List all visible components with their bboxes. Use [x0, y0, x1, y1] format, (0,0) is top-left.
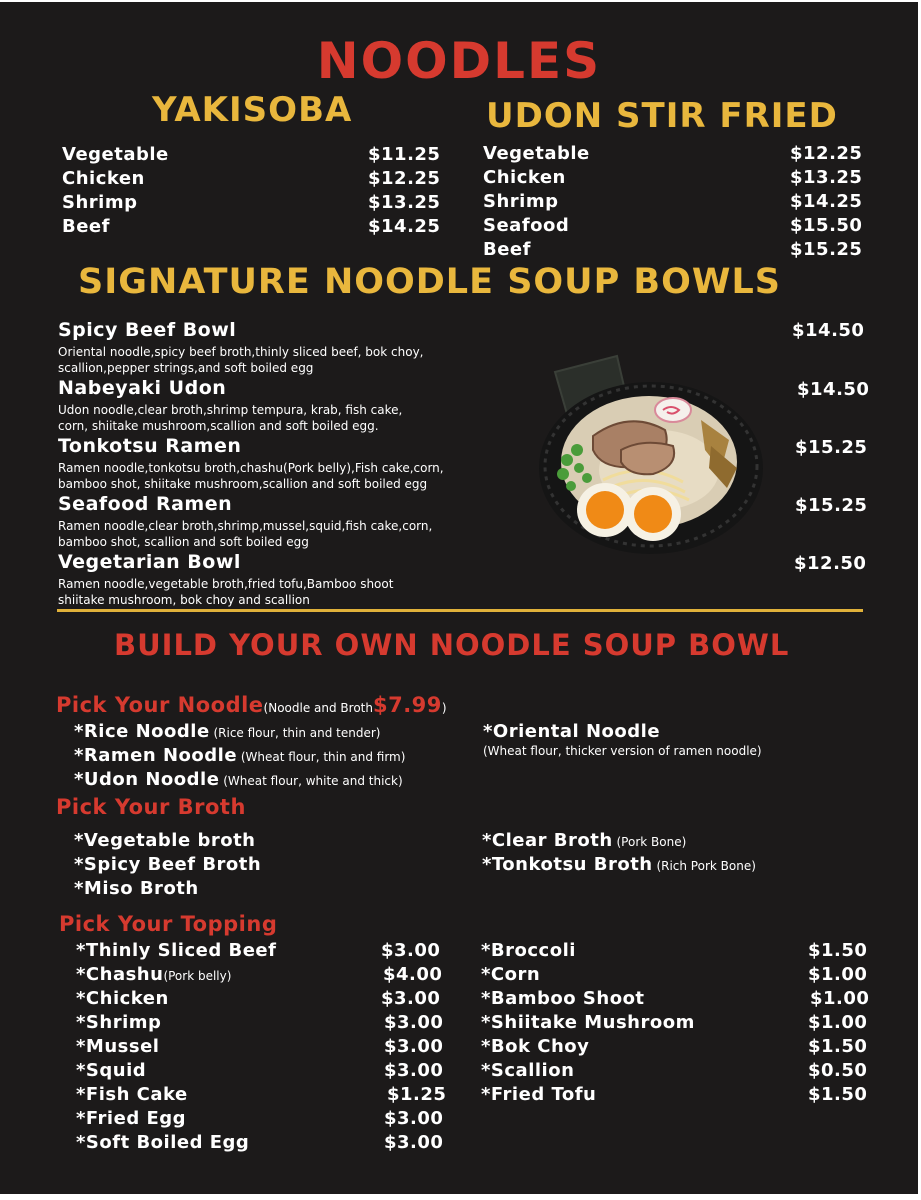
yakisoba-item-name: Chicken — [62, 168, 145, 189]
topping-name: *Fried Egg — [76, 1108, 187, 1129]
topping-price: $3.00 — [381, 940, 441, 961]
topping-name: *Bamboo Shoot — [481, 988, 645, 1009]
base-price: $7.99 — [372, 693, 442, 717]
yakisoba-item-name: Vegetable — [62, 144, 169, 165]
udon-item-name: Beef — [483, 239, 531, 260]
topping-price: $1.50 — [808, 940, 868, 961]
noodle-option-oriental: *Oriental Noodle — [483, 721, 661, 742]
udon-heading: UDON STIR FRIED — [486, 96, 838, 136]
noodle-option-name: *Rice Noodle — [74, 721, 210, 742]
topping-name: *Shiitake Mushroom — [481, 1012, 695, 1033]
soup-desc: bamboo shot, shiitake mushroom,scallion and soft boiled egg — [58, 477, 428, 491]
broth-option-note: (Pork Bone) — [612, 835, 687, 849]
broth-option-name: *Tonkotsu Broth — [482, 854, 653, 875]
topping-name — [76, 964, 231, 985]
topping-name: *Scallion — [481, 1060, 575, 1081]
noodle-option — [74, 721, 380, 742]
topping-name: *Soft Boiled Egg — [76, 1132, 250, 1153]
broth-option — [482, 854, 756, 875]
topping-name: *Chicken — [76, 988, 169, 1009]
topping-price: $1.00 — [810, 988, 870, 1009]
section-divider — [57, 609, 863, 612]
soup-desc: Oriental noodle,spicy beef broth,thinly sliced beef, bok choy, — [58, 345, 424, 359]
udon-item-price: $15.25 — [790, 239, 863, 260]
soup-desc: Ramen noodle,vegetable broth,fried tofu,Bamboo shoot — [58, 577, 394, 591]
noodle-option — [74, 769, 403, 790]
udon-item-price: $13.25 — [790, 167, 863, 188]
soup-name: Nabeyaki Udon — [58, 377, 227, 399]
noodle-option-note: (Wheat flour, white and thick) — [219, 774, 403, 788]
udon-item-name: Vegetable — [483, 143, 590, 164]
soup-price: $15.25 — [795, 495, 868, 516]
topping-price: $1.25 — [387, 1084, 447, 1105]
topping-name: *Fried Tofu — [481, 1084, 597, 1105]
pick-noodle-label: Pick Your Noodle — [56, 693, 264, 717]
topping-price: $0.50 — [808, 1060, 868, 1081]
yakisoba-item-price: $11.25 — [368, 144, 441, 165]
udon-item-name: Seafood — [483, 215, 570, 236]
udon-item-price: $15.50 — [790, 215, 863, 236]
udon-item-price: $14.25 — [790, 191, 863, 212]
yakisoba-item-name: Shrimp — [62, 192, 138, 213]
topping-name-text: *Chashu — [76, 964, 164, 985]
topping-price: $3.00 — [384, 1036, 444, 1057]
yakisoba-item-name: Beef — [62, 216, 110, 237]
yakisoba-item-price: $14.25 — [368, 216, 441, 237]
soup-name: Seafood Ramen — [58, 493, 233, 515]
topping-name: *Thinly Sliced Beef — [76, 940, 277, 961]
soup-price: $14.50 — [797, 379, 870, 400]
menu-title: NOODLES — [316, 32, 602, 90]
soup-desc: shiitake mushroom, bok choy and scallion — [58, 593, 310, 607]
soup-desc: scallion,pepper strings,and soft boiled egg — [58, 361, 314, 375]
topping-name: *Fish Cake — [76, 1084, 188, 1105]
udon-item-price: $12.25 — [790, 143, 863, 164]
soup-desc: Ramen noodle,tonkotsu broth,chashu(Pork belly),Fish cake,corn, — [58, 461, 444, 475]
topping-price: $3.00 — [381, 988, 441, 1009]
yakisoba-item-price: $12.25 — [368, 168, 441, 189]
soup-name: Tonkotsu Ramen — [58, 435, 242, 457]
topping-name: *Squid — [76, 1060, 147, 1081]
pick-topping-heading: Pick Your Topping — [59, 912, 278, 936]
pick-noodle-note-close: ) — [441, 701, 447, 715]
yakisoba-item-price: $13.25 — [368, 192, 441, 213]
udon-item-name: Chicken — [483, 167, 566, 188]
soup-desc: Ramen noodle,clear broth,shrimp,mussel,squid,fish cake,corn, — [58, 519, 433, 533]
pick-broth-heading: Pick Your Broth — [56, 795, 246, 819]
broth-option-name: *Clear Broth — [482, 830, 613, 851]
topping-price: $3.00 — [384, 1132, 444, 1153]
topping-price: $1.00 — [808, 964, 868, 985]
topping-name: *Mussel — [76, 1036, 160, 1057]
udon-item-name: Shrimp — [483, 191, 559, 212]
topping-name: *Shrimp — [76, 1012, 162, 1033]
topping-name: *Broccoli — [481, 940, 576, 961]
soup-price: $14.50 — [792, 320, 865, 341]
topping-price: $1.50 — [808, 1084, 868, 1105]
topping-name: *Corn — [481, 964, 541, 985]
broth-option-note: (Rich Pork Bone) — [652, 859, 756, 873]
noodle-option — [74, 745, 405, 766]
noodle-option-note: (Rice flour, thin and tender) — [209, 726, 381, 740]
broth-option: *Miso Broth — [74, 878, 199, 899]
topping-price: $1.50 — [808, 1036, 868, 1057]
soup-price: $15.25 — [795, 437, 868, 458]
soup-price: $12.50 — [794, 553, 867, 574]
broth-option — [482, 830, 686, 851]
soup-desc: bamboo shot, scallion and soft boiled egg — [58, 535, 309, 549]
broth-option: *Vegetable broth — [74, 830, 256, 851]
noodle-option-name: *Udon Noodle — [74, 769, 220, 790]
soup-name: Spicy Beef Bowl — [58, 319, 237, 341]
pick-noodle-heading — [56, 693, 447, 717]
topping-name: *Bok Choy — [481, 1036, 590, 1057]
topping-price: $4.00 — [383, 964, 443, 985]
signature-heading: SIGNATURE NOODLE SOUP BOWLS — [78, 262, 781, 302]
broth-option: *Spicy Beef Broth — [74, 854, 262, 875]
topping-price: $3.00 — [384, 1012, 444, 1033]
topping-price: $3.00 — [384, 1108, 444, 1129]
soup-desc: Udon noodle,clear broth,shrimp tempura, krab, fish cake, — [58, 403, 403, 417]
topping-price: $3.00 — [384, 1060, 444, 1081]
byo-heading: BUILD YOUR OWN NOODLE SOUP BOWL — [114, 628, 790, 662]
noodle-option-name: *Ramen Noodle — [74, 745, 238, 766]
soup-desc: corn, shiitake mushroom,scallion and soft boiled egg. — [58, 419, 379, 433]
soup-name: Vegetarian Bowl — [58, 551, 241, 573]
yakisoba-heading: YAKISOBA — [152, 90, 353, 130]
menu-board — [0, 2, 918, 1194]
pick-noodle-note: (Noodle and Broth — [263, 701, 373, 715]
noodle-option-oriental-note: (Wheat flour, thicker version of ramen noodle) — [483, 744, 762, 758]
ramen-bowl-image — [533, 350, 765, 562]
topping-price: $1.00 — [808, 1012, 868, 1033]
noodle-option-note: (Wheat flour, thin and firm) — [237, 750, 406, 764]
topping-note: (Pork belly) — [163, 969, 232, 983]
